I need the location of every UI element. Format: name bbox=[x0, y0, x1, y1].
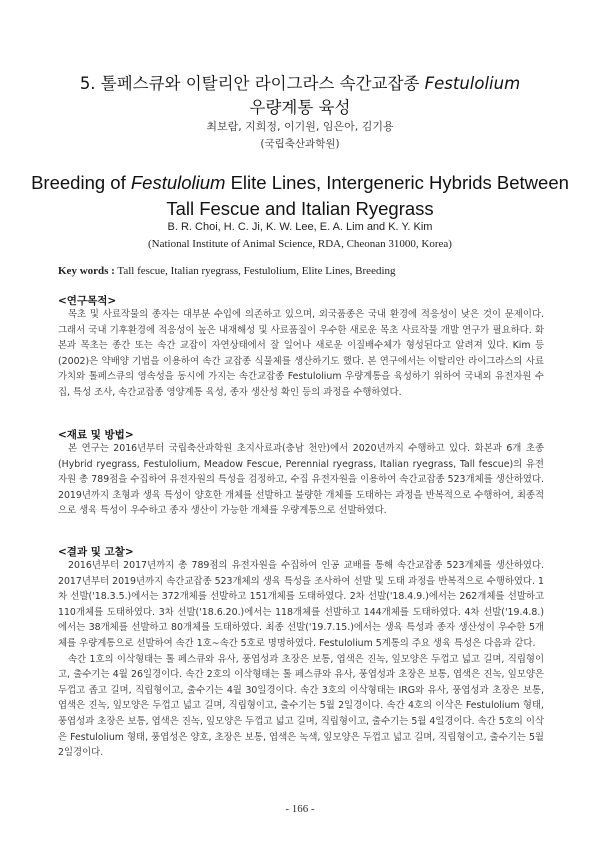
section-body-results bbox=[58, 558, 544, 761]
affiliation-korean: (국립축산과학원) bbox=[260, 138, 340, 150]
authors-english: B. R. Choi, H. C. Ji, K. W. Lee, E. A. Lim and K. Y. Kim bbox=[167, 221, 433, 233]
title-en-prefix: Breeding of bbox=[31, 172, 131, 193]
authors-korean: 최보람, 지희정, 이기원, 임은아, 김기용 bbox=[206, 120, 394, 133]
title-en-italic: Festulolium bbox=[130, 172, 226, 193]
affiliation-english: (National Institute of Animal Science, RDA, Cheonan 31000, Korea) bbox=[148, 238, 452, 250]
section-heading-results: <결과 및 고찰> bbox=[58, 546, 134, 558]
paragraph: 속간 1호의 이삭형태는 톨 페스큐와 유사, 풍엽성과 초장은 보통, 엽색은 진녹, 잎모양은 두껍고 넓고 길며, 직립형이고, 출수기는 4월 26일경이다. 속간 2호의 이삭형태는 톨 페스큐와 유사, 풍엽성과 초장은 보통, 엽색은 진녹, 잎모양은 두껍고 좁고 길며, 직립형이고, 출수기는 4월 30일경이다. 속간 3호의 이삭형태는 IRG와 유사, 풍엽성과 초장은 보통, 엽색은 진녹, 잎모양은 두껍고 넓고 길며, 직립형이고, 출수기는 5월 2일경이다. 속간 4호의 이삭은 Festulolium 형태, 풍엽성과 초장은 보통, 엽색은 진녹, 잎모양은 두껍고 넓고 길며, 직립형이고, 출수기는 5월 4일경이다. 속간 5호의 이삭은 Festulolium 형태, 풍엽성은 양호, 초장은 보통, 엽색은 녹색, 잎모양은 두껍고 넓고 길며, 직립형이고, 출수기는 5월 2일경이다. bbox=[58, 653, 544, 759]
section-heading-objective: <연구목적> bbox=[58, 295, 117, 307]
paragraph: 목초 및 사료작물의 종자는 대부분 수입에 의존하고 있으며, 외국품종은 국내 환경에 적응성이 낮은 것이 문제이다. 그래서 국내 기후환경에 적응성이 높은 내재해성 및 사료품질이 우수한 새로운 목초 사료작물 개발 연구가 필요하다. 화본과 목초는 종간 또는 속간 교잡이 자연상태에서 잘 일어나 새로운 이질배수체가 형성된다고 알려져 있다. Kim 등(2002)은 약배양 기법을 이용하여 속간 교잡종 식물체를 생산하기도 했다. 본 연구에서는 이탈리안 라이그라스의 사료가치와 톨페스큐의 영속성을 동시에 가지는 속간교잡종 Festulolium 우량계통을 육성하기 위하여 국내외 유전자원 수집, 특성 조사, 속간교잡종 영양계통 육성, 종자 생산성 확인 등의 과정을 수행하였다. bbox=[58, 309, 544, 398]
title-english bbox=[30, 170, 570, 222]
keywords-text: Tall fescue, Italian ryegrass, Festulolium, Elite Lines, Breeding bbox=[114, 265, 396, 277]
title-en-rest: Elite Lines, Intergeneric Hybrids Between Tall Fescue and Italian Ryegrass bbox=[166, 172, 569, 219]
paragraph: 2016년부터 2017년까지 총 789점의 유전자원을 수집하여 인공 교배를 통해 속간교잡종 523개체를 생산하였다. 2017년부터 2019년까지 속간교잡종 523개체의 생육 특성을 조사하여 선발 및 도태 과정을 반복적으로 수행하였다. 1차 선발('18.3.5.)에서는 372개체를 선발하고 151개체를 도태하였다. 2차 선발('18.4.9.)에서는 262개체를 선발하고 110개체를 도태하였다. 3차 선발('18.6.20.)에서는 118개체를 선발하고 144개체를 도태하였다. 4차 선발('19.4.8.)에서는 38개체를 선발하고 80개체를 도태하였다. 최종 선발('19.7.15.)에서는 생육 특성과 종자 생산성이 우수한 5개체를 우량계통으로 선발하여 속간 1호∼속간 5호로 명명하였다. Festulolium 5계통의 주요 생육 특성은 다음과 같다. bbox=[58, 560, 544, 649]
title-korean bbox=[40, 72, 560, 120]
title-ko-prefix: 5. 톨페스큐와 이탈리안 라이그라스 속간교잡종 bbox=[79, 74, 425, 93]
keywords-label: Key words : bbox=[58, 265, 115, 277]
section-body-objective bbox=[58, 307, 544, 401]
keywords bbox=[58, 263, 558, 279]
paragraph: 본 연구는 2016년부터 국립축산과학원 초지사료과(충남 천안)에서 2020년까지 수행하고 있다. 화본과 6개 초종(Hybrid ryegrass, Festulolium, Meadow Fescue, Perennial ryegrass, Italian ryegrass, Tall fescue)의 유전자원 총 789점을 수집하여 유전자원의 특성을 검정하고, 수집 유전자원을 이용하여 속간교잡종 523개체를 생산하였다. 2019년까지 초형과 생육 특성이 양호한 개체를 선발하고 불량한 개체를 도태하는 과정을 반복적으로 수행하여, 최종적으로 생육 특성이 우수하고 종자 생산이 가능한 개체를 우량계통으로 선발하였다. bbox=[58, 443, 544, 517]
section-body-methods bbox=[58, 441, 544, 519]
title-ko-italic: Festulolium bbox=[424, 74, 521, 93]
title-ko-line2: 우량계통 육성 bbox=[249, 98, 351, 117]
page-number: - 166 - bbox=[285, 803, 315, 815]
section-heading-methods: <재료 및 방법> bbox=[58, 429, 134, 441]
